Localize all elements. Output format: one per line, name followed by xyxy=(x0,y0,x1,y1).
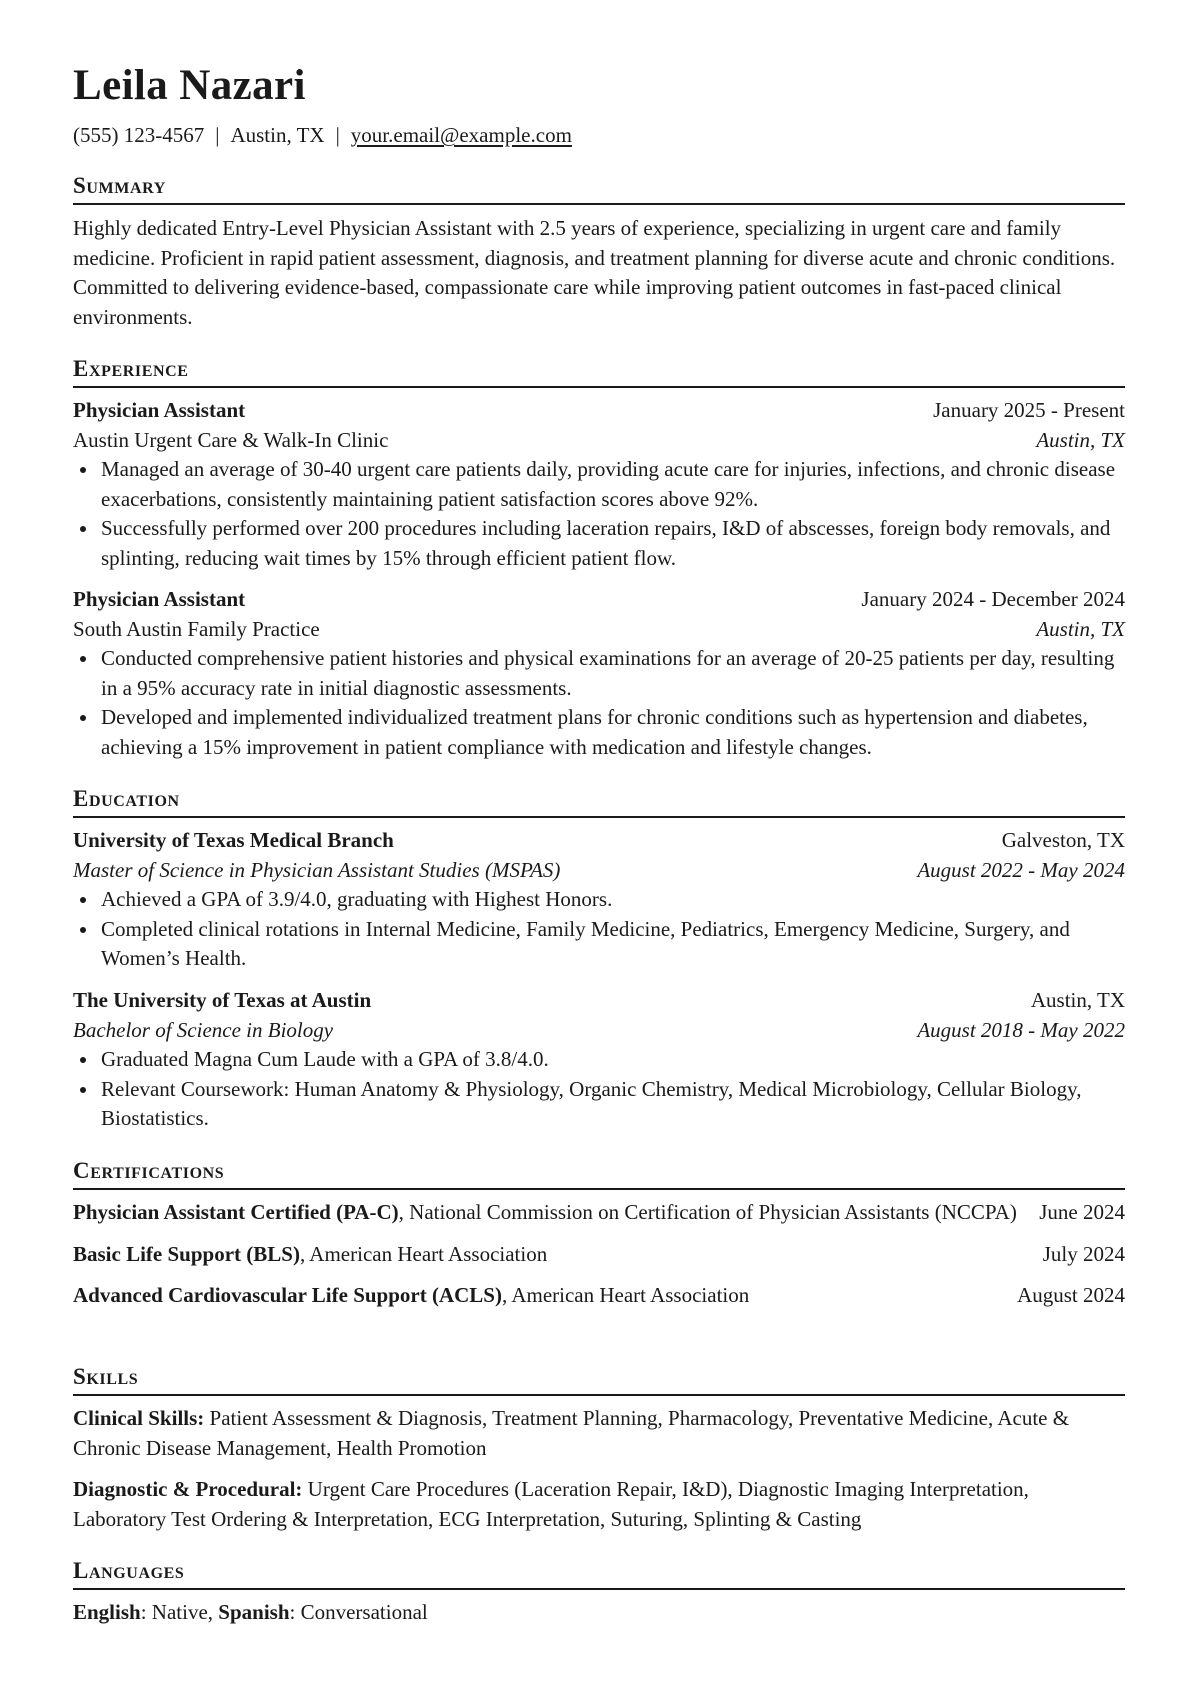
degree: Bachelor of Science in Biology xyxy=(73,1017,334,1042)
list-item xyxy=(73,514,1125,573)
language-level: : Native xyxy=(140,1600,208,1624)
bullet-text: Developed and implemented individualized treatment plans for chronic conditions such as hypertension and diabetes, achieving a 15% improvement in patient compliance with medication and lifestyle changes. xyxy=(101,705,1088,759)
education-dates: August 2018 - May 2022 xyxy=(917,1017,1125,1042)
cert-issuer: , American Heart Association xyxy=(501,1283,750,1307)
summary-text: Highly dedicated Entry-Level Physician Assistant with 2.5 years of experience, specializing in urgent care and family medicine. Proficient in rapid patient assessment, diagnosis, and treatment planning for diverse acute and chronic conditions. Committed to delivering evidence-based, compassionate care while improving patient outcomes in fast-paced clinical environments. xyxy=(73,216,1116,329)
degree: Master of Science in Physician Assistant Studies (MSPAS) xyxy=(73,857,561,882)
bullet-icon xyxy=(80,526,86,532)
section-title: Experience xyxy=(73,356,189,381)
skill-group xyxy=(73,1404,1125,1463)
job-title: Physician Assistant xyxy=(73,398,246,422)
job-location: Austin, TX xyxy=(1036,427,1125,452)
contact-line xyxy=(73,120,572,150)
education-entry xyxy=(73,826,1125,974)
contact-separator: | xyxy=(335,123,340,147)
bullet-text: Achieved a GPA of 3.9/4.0, graduating with Highest Honors. xyxy=(101,887,613,911)
section-title: Education xyxy=(73,786,180,811)
school-location: Austin, TX xyxy=(1030,988,1125,1012)
skill-label: Diagnostic & Procedural: xyxy=(73,1477,303,1501)
bullet-text: Completed clinical rotations in Internal Medicine, Family Medicine, Pediatrics, Emergency Medicine, Surgery, and Women’s Health. xyxy=(101,916,1070,970)
job-location: Austin, TX xyxy=(1036,616,1125,641)
list-item xyxy=(73,1045,1125,1075)
job-title: Physician Assistant xyxy=(73,587,246,611)
certification-item xyxy=(73,1240,1125,1270)
certifications-block xyxy=(73,1198,1125,1323)
cert-date: August 2024 xyxy=(1017,1283,1125,1307)
phone-number: (555) 123-4567 xyxy=(73,123,205,147)
skill-group xyxy=(73,1475,1125,1534)
cert-date: June 2024 xyxy=(1039,1200,1125,1224)
job-dates: January 2025 - Present xyxy=(933,398,1125,422)
bullet-icon xyxy=(80,927,86,933)
job-bullets xyxy=(73,644,1125,762)
bullet-icon xyxy=(80,1057,86,1063)
bullet-text: Relevant Coursework: Human Anatomy & Physiology, Organic Chemistry, Medical Microbiology, Cellular Biology, Biostatistics. xyxy=(101,1076,1082,1130)
education-heading xyxy=(73,784,1125,818)
certification-item xyxy=(73,1281,1125,1311)
school-name: University of Texas Medical Branch xyxy=(73,828,394,852)
language-name: Spanish xyxy=(218,1600,290,1624)
section-title: Languages xyxy=(73,1558,185,1583)
certification-item xyxy=(73,1198,1125,1228)
summary-heading xyxy=(73,171,1125,205)
cert-issuer: , American Heart Association xyxy=(299,1241,548,1266)
section-title: Skills xyxy=(73,1364,139,1389)
bullet-text: Conducted comprehensive patient histories and physical examinations for an average of 20-25 patients per day, resulting in a 95% accuracy rate in initial diagnostic assessments. xyxy=(101,646,1115,700)
school-name: The University of Texas at Austin xyxy=(73,988,372,1012)
bullet-text: Managed an average of 30-40 urgent care patients daily, providing acute care for injuries, infections, and chronic disease exacerbations, consistently maintaining patient satisfaction scores above 92%. xyxy=(101,457,1116,511)
summary-block xyxy=(73,214,1125,332)
experience-heading xyxy=(73,354,1125,388)
language-name: English xyxy=(73,1600,141,1624)
section-title: Summary xyxy=(73,173,166,198)
skill-label: Clinical Skills: xyxy=(73,1406,205,1430)
list-item xyxy=(73,885,1125,915)
language-level: : Conversational xyxy=(289,1600,428,1624)
list-item xyxy=(73,644,1125,703)
skills-block xyxy=(73,1404,1125,1546)
bullet-icon xyxy=(80,715,86,721)
contact-separator: | xyxy=(215,123,220,147)
certifications-heading xyxy=(73,1156,1125,1190)
job-entry xyxy=(73,396,1125,573)
bullet-text: Graduated Magna Cum Laude with a GPA of 3.8/4.0. xyxy=(101,1047,549,1071)
cert-date: July 2024 xyxy=(1042,1241,1125,1266)
cert-issuer: , National Commission on Certification of Physician Assistants (NCCPA) xyxy=(398,1200,1017,1224)
bullet-icon xyxy=(80,1087,86,1093)
employer: South Austin Family Practice xyxy=(73,616,320,641)
cert-name: Physician Assistant Certified (PA-C) xyxy=(73,1200,399,1224)
education-entry xyxy=(73,986,1125,1134)
email-link[interactable]: your.email@example.com xyxy=(350,123,572,147)
list-item xyxy=(73,455,1125,514)
list-item xyxy=(73,703,1125,762)
bullet-icon xyxy=(80,897,86,903)
skill-text: Patient Assessment & Diagnosis, Treatment Planning, Pharmacology, Preventative Medicine, Acute & Chronic Disease Management, Health Promotion xyxy=(73,1406,1070,1460)
language-separator: , xyxy=(207,1600,219,1624)
candidate-name: Leila Nazari xyxy=(73,62,306,109)
education-dates: August 2022 - May 2024 xyxy=(917,857,1125,882)
job-entry xyxy=(73,585,1125,762)
bullet-text: Successfully performed over 200 procedures including laceration repairs, I&D of abscesses, foreign body removals, and splinting, reducing wait times by 15% through efficient patient flow. xyxy=(101,516,1111,570)
education-bullets xyxy=(73,1045,1125,1134)
location: Austin, TX xyxy=(230,123,325,147)
cert-name: Advanced Cardiovascular Life Support (ACLS) xyxy=(73,1283,502,1307)
skill-text: Urgent Care Procedures (Laceration Repair, I&D), Diagnostic Imaging Interpretation, Laboratory Test Ordering & Interpretation, ECG Interpretation, Suturing, Splinting & Casting xyxy=(73,1477,1029,1531)
languages-block xyxy=(73,1598,1125,1628)
skills-heading xyxy=(73,1362,1125,1396)
list-item xyxy=(73,1075,1125,1134)
education-bullets xyxy=(73,885,1125,974)
bullet-icon xyxy=(80,467,86,473)
cert-name: Basic Life Support (BLS) xyxy=(73,1241,300,1266)
employer: Austin Urgent Care & Walk-In Clinic xyxy=(73,427,389,452)
bullet-icon xyxy=(80,656,86,662)
list-item xyxy=(73,915,1125,974)
job-dates: January 2024 - December 2024 xyxy=(861,587,1125,611)
section-title: Certifications xyxy=(73,1158,225,1183)
job-bullets xyxy=(73,455,1125,573)
school-location: Galveston, TX xyxy=(1001,828,1125,852)
languages-heading xyxy=(73,1556,1125,1590)
